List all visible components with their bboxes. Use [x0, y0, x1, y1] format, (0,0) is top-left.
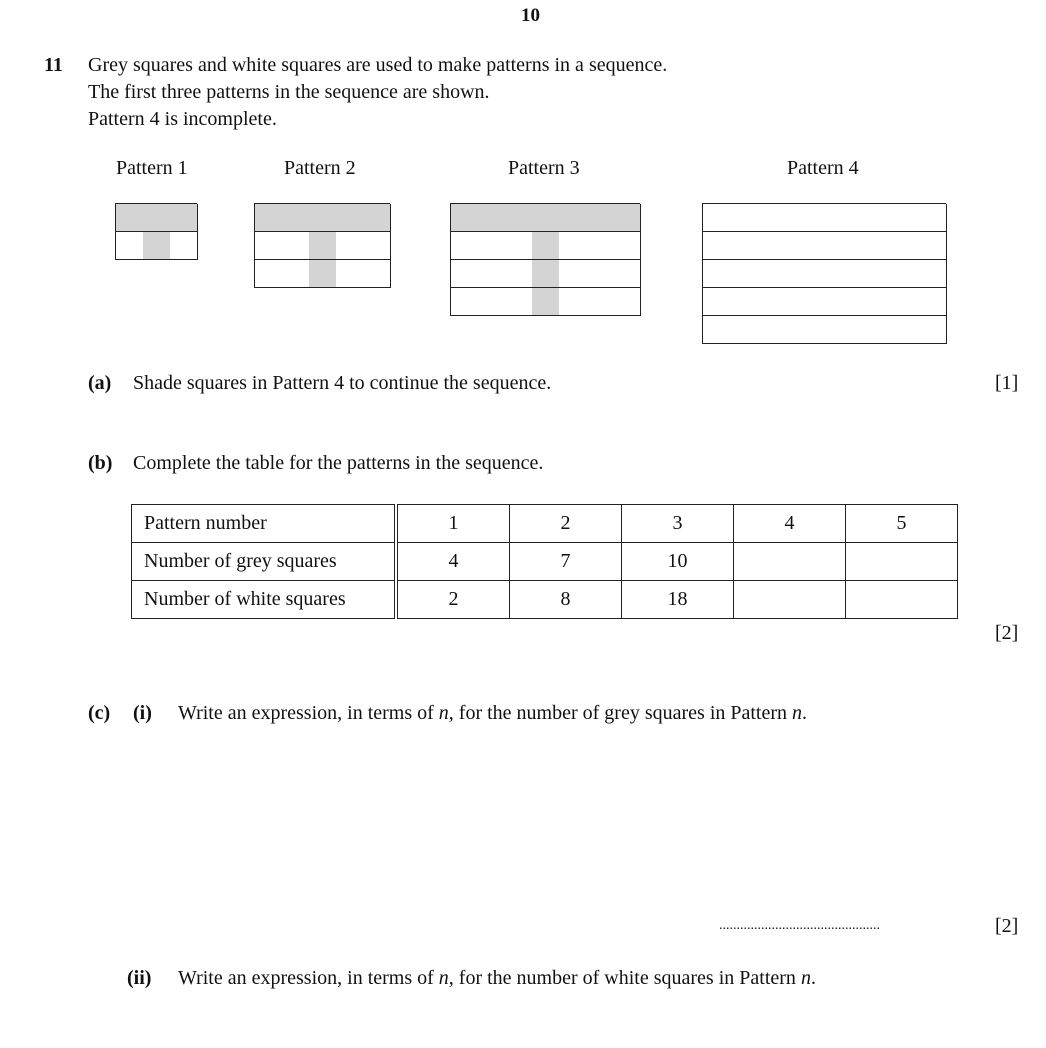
white-square[interactable]: [730, 288, 758, 316]
white-square[interactable]: [865, 288, 893, 316]
part-a-label: (a): [88, 372, 112, 394]
white-square[interactable]: [757, 288, 785, 316]
table-row-white: [132, 581, 958, 619]
white-square[interactable]: [919, 316, 947, 344]
part-b-marks: [2]: [995, 622, 1019, 644]
white-square[interactable]: [865, 316, 893, 344]
grey-square: [613, 204, 641, 232]
table-cell: 2: [510, 505, 622, 543]
white-square: [363, 260, 391, 288]
table-row-grey: [132, 543, 958, 581]
white-square: [505, 232, 533, 260]
white-square: [505, 260, 533, 288]
white-square[interactable]: [784, 232, 812, 260]
grey-square: [532, 260, 560, 288]
white-square[interactable]: [811, 232, 839, 260]
white-square: [478, 260, 506, 288]
white-square[interactable]: [730, 260, 758, 288]
pattern-2-label: Pattern 2: [284, 157, 356, 179]
white-square: [586, 260, 614, 288]
grey-square: [143, 204, 171, 232]
part-c-i-text: Write an expression, in terms of n, for the number of grey squares in Pattern n.: [178, 702, 808, 724]
table-cell: 5: [846, 505, 958, 543]
white-square[interactable]: [811, 288, 839, 316]
white-square[interactable]: [811, 260, 839, 288]
white-square[interactable]: [811, 316, 839, 344]
grey-square: [309, 204, 337, 232]
white-square[interactable]: [838, 232, 866, 260]
white-square[interactable]: [865, 260, 893, 288]
grey-square: [255, 204, 283, 232]
white-square[interactable]: [703, 232, 731, 260]
white-square[interactable]: [703, 204, 731, 232]
white-square: [478, 232, 506, 260]
row-header: Pattern number: [132, 505, 397, 543]
white-square[interactable]: [703, 260, 731, 288]
white-square[interactable]: [784, 316, 812, 344]
white-square[interactable]: [865, 232, 893, 260]
white-square: [478, 288, 506, 316]
pattern-4-grid[interactable]: [702, 203, 946, 344]
white-square[interactable]: [730, 232, 758, 260]
grey-square: [532, 288, 560, 316]
white-square: [586, 288, 614, 316]
grey-square: [309, 260, 337, 288]
pattern-4-label: Pattern 4: [787, 157, 859, 179]
grey-square: [336, 204, 364, 232]
part-c-label: (c): [88, 702, 111, 724]
white-square[interactable]: [757, 260, 785, 288]
white-square[interactable]: [919, 260, 947, 288]
part-b-text: Complete the table for the patterns in the sequence.: [133, 452, 544, 474]
answer-cell[interactable]: [846, 543, 958, 581]
white-square: [282, 232, 310, 260]
white-square[interactable]: [892, 260, 920, 288]
part-c-i-label: (i): [133, 702, 152, 724]
white-square: [559, 260, 587, 288]
white-square[interactable]: [838, 288, 866, 316]
grey-square: [451, 204, 479, 232]
pattern-1-grid: [115, 203, 197, 260]
table-row-pattern-number: [132, 505, 958, 543]
question-number: 11: [44, 54, 63, 76]
white-square[interactable]: [865, 204, 893, 232]
white-square[interactable]: [892, 316, 920, 344]
table-cell: 18: [622, 581, 734, 619]
white-square[interactable]: [838, 316, 866, 344]
white-square: [559, 288, 587, 316]
part-a-marks: [1]: [995, 372, 1019, 394]
row-header: Number of grey squares: [132, 543, 397, 581]
grey-square: [478, 204, 506, 232]
intro-line-1: Grey squares and white squares are used to make patterns in a sequence.: [88, 54, 668, 76]
grey-square: [170, 204, 198, 232]
white-square[interactable]: [784, 260, 812, 288]
white-square: [586, 232, 614, 260]
white-square: [363, 232, 391, 260]
white-square: [613, 260, 641, 288]
white-square[interactable]: [811, 204, 839, 232]
table-cell: 4: [396, 543, 510, 581]
grey-square: [532, 232, 560, 260]
answer-cell[interactable]: [734, 543, 846, 581]
part-c-i-marks: [2]: [995, 915, 1019, 937]
white-square[interactable]: [703, 316, 731, 344]
white-square[interactable]: [919, 288, 947, 316]
white-square: [451, 288, 479, 316]
grey-square: [282, 204, 310, 232]
table-cell: 3: [622, 505, 734, 543]
grey-square: [116, 204, 144, 232]
grey-square: [559, 204, 587, 232]
white-square: [613, 288, 641, 316]
white-square[interactable]: [784, 288, 812, 316]
white-square[interactable]: [757, 204, 785, 232]
white-square: [451, 260, 479, 288]
white-square[interactable]: [892, 232, 920, 260]
white-square: [559, 232, 587, 260]
white-square: [451, 232, 479, 260]
pattern-1-label: Pattern 1: [116, 157, 188, 179]
white-square[interactable]: [784, 204, 812, 232]
answer-line[interactable]: ..............................................: [719, 918, 880, 933]
white-square[interactable]: [892, 288, 920, 316]
intro-line-3: Pattern 4 is incomplete.: [88, 108, 277, 130]
pattern-3-grid: [450, 203, 640, 316]
grey-square: [309, 232, 337, 260]
pattern-2-grid: [254, 203, 390, 288]
white-square[interactable]: [730, 316, 758, 344]
part-a-text: Shade squares in Pattern 4 to continue the sequence.: [133, 372, 552, 394]
white-square: [336, 232, 364, 260]
white-square: [255, 232, 283, 260]
table-cell: 4: [734, 505, 846, 543]
table-cell: 10: [622, 543, 734, 581]
grey-square: [143, 232, 171, 260]
part-c-ii-text: Write an expression, in terms of n, for the number of white squares in Pattern n.: [178, 967, 816, 989]
answer-cell[interactable]: [846, 581, 958, 619]
white-square[interactable]: [838, 260, 866, 288]
intro-line-2: The first three patterns in the sequence are shown.: [88, 81, 490, 103]
white-square[interactable]: [757, 232, 785, 260]
table-cell: 7: [510, 543, 622, 581]
white-square: [505, 288, 533, 316]
white-square: [336, 260, 364, 288]
white-square: [116, 232, 144, 260]
pattern-3-label: Pattern 3: [508, 157, 580, 179]
white-square[interactable]: [703, 288, 731, 316]
grey-square: [363, 204, 391, 232]
table-cell: 2: [396, 581, 510, 619]
grey-square: [505, 204, 533, 232]
white-square: [255, 260, 283, 288]
white-square[interactable]: [730, 204, 758, 232]
part-b-label: (b): [88, 452, 113, 474]
white-square: [170, 232, 198, 260]
white-square: [613, 232, 641, 260]
answer-cell[interactable]: [734, 581, 846, 619]
white-square[interactable]: [892, 204, 920, 232]
white-square[interactable]: [919, 204, 947, 232]
table-cell: 1: [396, 505, 510, 543]
page-number: 10: [521, 5, 540, 26]
white-square[interactable]: [757, 316, 785, 344]
part-c-ii-label: (ii): [127, 967, 152, 989]
grey-square: [532, 204, 560, 232]
row-header: Number of white squares: [132, 581, 397, 619]
white-square[interactable]: [838, 204, 866, 232]
table-cell: 8: [510, 581, 622, 619]
white-square: [282, 260, 310, 288]
grey-square: [586, 204, 614, 232]
sequence-table: [131, 504, 958, 619]
white-square[interactable]: [919, 232, 947, 260]
